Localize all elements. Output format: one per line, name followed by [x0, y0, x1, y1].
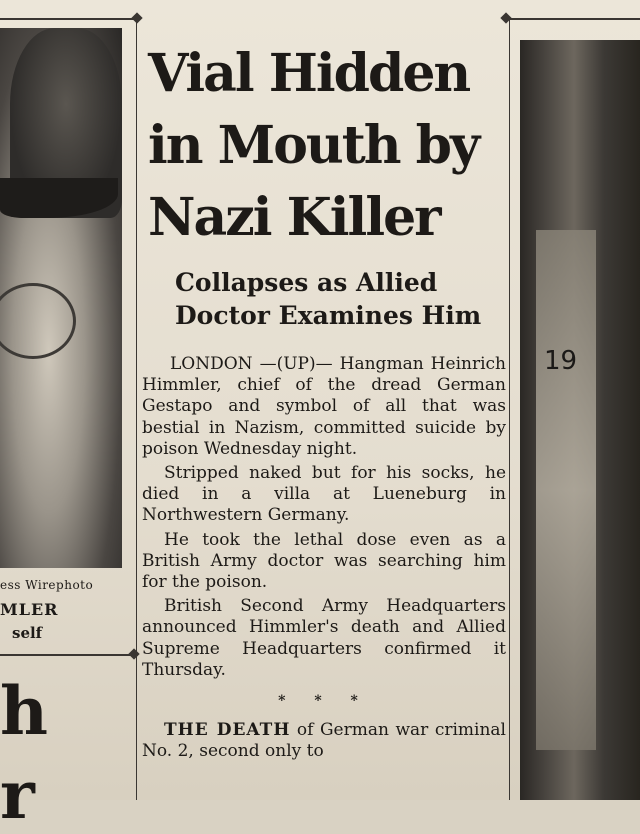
- right-photo-number: 19: [544, 346, 578, 376]
- column-rule-right: [509, 20, 510, 800]
- paragraph-lead: THE DEATH: [164, 720, 291, 741]
- section-separator: * * *: [278, 693, 370, 710]
- adjacent-headline-fragment: h: [0, 672, 48, 750]
- photo-credit: ess Wirephoto: [0, 578, 94, 592]
- headline-line: Nazi Killer: [148, 187, 440, 248]
- main-headline: [148, 38, 498, 254]
- photo-caption-sub: self: [12, 624, 43, 642]
- photo-glasses: [0, 283, 76, 359]
- caption-rule: [0, 654, 134, 656]
- rule-ornament: [131, 12, 142, 23]
- right-photo-panel: [536, 230, 596, 750]
- article-paragraph: LONDON —(UP)— Hangman Heinrich Himmler, chief of the dread German Gestapo and symbol of all that was bestial in Nazism, committed suicide by poison Wednesday night.: [142, 354, 506, 459]
- subhead-line: Doctor Examines Him: [175, 301, 482, 330]
- headline-line: Vial Hidden: [148, 43, 470, 104]
- article-paragraph: He took the lethal dose even as a British Army doctor was searching him for the poison.: [142, 529, 506, 593]
- paragraph-text: of German war criminal No. 2, second only to: [142, 720, 506, 762]
- photo-caption-name: MLER: [0, 600, 59, 619]
- top-rule-right: [506, 18, 640, 20]
- subhead-line: Collapses as Allied: [175, 268, 438, 297]
- article-paragraph: Stripped naked but for his socks, he died in a villa at Lueneburg in Northwestern Germany.: [142, 463, 506, 526]
- headline-line: in Mouth by: [148, 115, 479, 176]
- article-paragraph: [142, 720, 506, 762]
- column-rule-left: [136, 20, 137, 800]
- himmler-photo: [0, 28, 122, 568]
- top-rule-left: [0, 18, 138, 20]
- adjacent-headline-fragment: r: [0, 756, 35, 834]
- rule-ornament: [128, 648, 139, 659]
- article-paragraph: British Second Army Headquarters announced Himmler's death and Allied Supreme Headquarters confirmed it Thursday.: [142, 596, 506, 680]
- article-body: [142, 354, 506, 766]
- subheadline: [175, 266, 505, 332]
